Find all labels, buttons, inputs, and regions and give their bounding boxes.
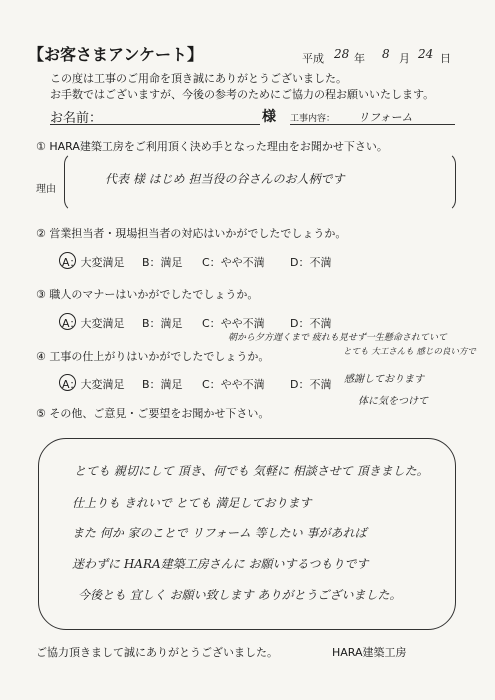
footer-company: HARA建築工房 <box>332 646 407 659</box>
q1-question: ① HARA建築工房をご利用頂く決め手となった理由をお聞かせ下さい。 <box>36 140 388 153</box>
name-honorific: 様 <box>262 109 276 125</box>
q3-option-c[interactable]: C：やや不満 <box>202 317 265 330</box>
q2-option-b[interactable]: B：満足 <box>142 256 183 269</box>
date-era: 平成 <box>302 52 324 65</box>
q5-question: ⑤ その他、ご意見・ご要望をお聞かせ下さい。 <box>36 407 270 420</box>
q5-line-1: とても 親切にして 頂き、何でも 気軽に 相談させて 頂きました。 <box>74 464 429 478</box>
q4-option-b[interactable]: B：満足 <box>142 378 183 391</box>
intro-line-1: この度は工事のご用命を頂き誠にありがとうございました。 <box>50 72 347 85</box>
q4-option-a[interactable] <box>62 376 125 392</box>
work-value: リフォーム <box>358 111 413 124</box>
q3-option-a[interactable] <box>62 315 125 331</box>
selection-circle <box>59 313 76 330</box>
intro-line-2: お手数ではございますが、今後の参考のためにご協力の程お願いいたします。 <box>50 88 435 101</box>
q2-option-a-label: A：大変満足 <box>62 256 125 269</box>
q3-note: 朝から夕方遅くまで 疲れも見せず一生懸命されていて <box>228 333 447 343</box>
q4-option-a-label: A：大変満足 <box>62 378 125 391</box>
date-month-unit: 月 <box>399 52 410 65</box>
q1-reason-label: 理由 <box>36 184 56 195</box>
date-year: 28 <box>334 47 350 61</box>
q2-option-c[interactable]: C：やや不満 <box>202 256 265 269</box>
date-month: 8 <box>382 47 390 61</box>
name-underline <box>50 124 260 125</box>
q4-option-c[interactable]: C：やや不満 <box>202 378 265 391</box>
q1-answer: 代表 様 はじめ 担当役の谷さんのお人柄です <box>105 172 345 186</box>
selection-circle <box>59 252 76 269</box>
q3-option-a-label: A：大変満足 <box>62 317 125 330</box>
q3-question: ③ 職人のマナーはいかがでしたでしょうか。 <box>36 288 259 301</box>
q2-option-a[interactable] <box>62 254 125 270</box>
q2-option-d[interactable]: D：不満 <box>290 256 332 269</box>
q5-line-3: また 何か 家のことで リフォーム 等したい 事があれば <box>72 526 367 540</box>
q4-question: ④ 工事の仕上がりはいかがでしたでしょうか。 <box>36 350 270 363</box>
selection-circle <box>59 374 76 391</box>
q2-question: ② 営業担当者・現場担当者の対応はいかがでしたでしょうか。 <box>36 227 347 240</box>
work-label: 工事内容： <box>290 114 336 124</box>
q4-option-d[interactable]: D：不満 <box>290 378 332 391</box>
q4-note-2: 感謝しております <box>344 374 424 385</box>
name-label: お名前： <box>50 111 103 126</box>
q4-note-3: 体に気をつけて <box>358 396 428 407</box>
q3-option-b[interactable]: B：満足 <box>142 317 183 330</box>
q5-line-5: 今後とも 宜しく お願い致します ありがとうございました。 <box>78 588 402 602</box>
q5-line-2: 仕上りも きれいで とても 満足しております <box>72 496 312 510</box>
q5-line-4: 迷わずに HARA建築工房さんに お願いするつもりです <box>72 557 369 571</box>
q3-option-d[interactable]: D：不満 <box>290 317 332 330</box>
date-day: 24 <box>418 47 434 61</box>
footer-thanks: ご協力頂きまして誠にありがとうございました。 <box>36 646 278 659</box>
date-year-unit: 年 <box>354 52 365 65</box>
survey-title: 【お客さまアンケート】 <box>28 45 204 64</box>
date-day-unit: 日 <box>440 52 451 65</box>
q4-note-1: とても 大工さんも 感じの良い方で <box>343 347 476 357</box>
